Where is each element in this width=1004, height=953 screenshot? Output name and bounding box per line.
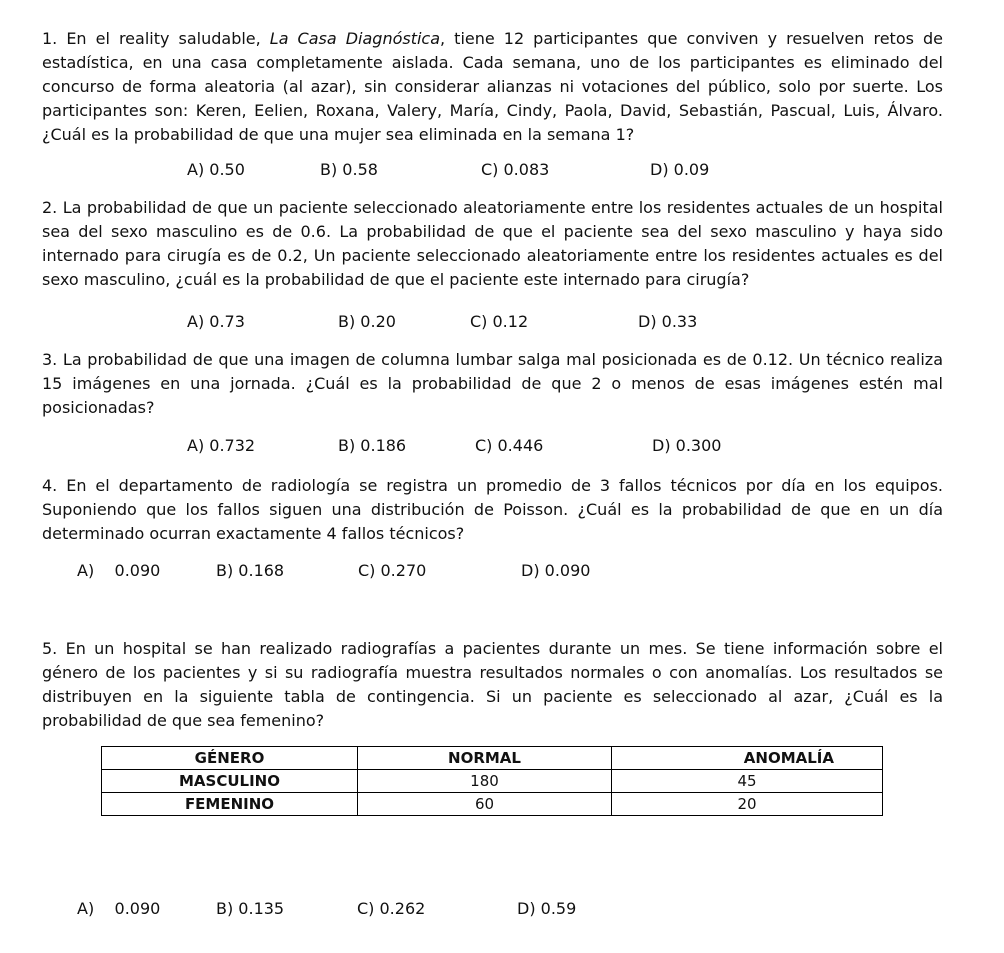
header-normal: NORMAL — [358, 747, 612, 770]
question-3 — [42, 348, 943, 420]
header-genero: GÉNERO — [102, 747, 358, 770]
option-c: C) 0.083 — [481, 160, 550, 179]
table-row — [102, 793, 883, 816]
question-4-text: 4. En el departamento de radiología se registra un promedio de 3 fallos técnicos por día en los equipos. Suponiendo que los fallos siguen una distribución de Poisson. ¿Cuál es la probabilidad de que en un día determinado ocurran exactamente 4 fallos técnicos? — [42, 476, 943, 543]
option-b: B) 0.20 — [338, 312, 396, 331]
question-1-options — [0, 158, 1004, 182]
cell-genero: FEMENINO — [102, 793, 358, 816]
option-d: D) 0.090 — [521, 561, 591, 580]
option-c: C) 0.262 — [357, 899, 426, 918]
question-3-options — [0, 434, 1004, 458]
option-a: A) 0.090 — [77, 899, 161, 918]
cell-normal: 60 — [358, 793, 612, 816]
option-b: B) 0.135 — [216, 899, 285, 918]
question-2-options — [0, 310, 1004, 334]
question-2-text: 2. La probabilidad de que un paciente seleccionado aleatoriamente entre los residentes actuales de un hospital sea del sexo masculino es de 0.6. La probabilidad de que el paciente sea del sexo masculino y haya sido internado para cirugía es de 0.2, Un paciente seleccionado aleatoriamente entre los residentes actuales es del sexo masculino, ¿cuál es la probabilidad de que el paciente este internado para cirugía? — [42, 198, 943, 289]
question-4-options — [0, 559, 1004, 583]
option-d: D) 0.33 — [638, 312, 698, 331]
question-1-text: 1. En el reality saludable, La Casa Diagnóstica, tiene 12 participantes que conviven y resuelven retos de estadística, en una casa completamente aislada. Cada semana, uno de los participantes es eliminado del concurso de forma aleatoria (al azar), sin considerar alianzas ni votaciones del público, solo por suerte. Los participantes son: Keren, Eelien, Roxana, Valery, María, Cindy, Paola, David, Sebastián, Pascual, Luis, Álvaro. ¿Cuál es la probabilidad de que una mujer sea eliminada en la semana 1? — [42, 29, 943, 144]
question-3-text: 3. La probabilidad de que una imagen de columna lumbar salga mal posicionada es de 0.12. Un técnico realiza 15 imágenes en una jornada. ¿Cuál es la probabilidad de que 2 o menos de esas imágenes estén mal posicionadas? — [42, 350, 943, 417]
question-1 — [42, 27, 943, 147]
option-a: A) 0.090 — [77, 561, 161, 580]
question-2 — [42, 196, 943, 292]
table-header-row — [102, 747, 883, 770]
option-a: A) 0.73 — [187, 312, 245, 331]
table-row — [102, 770, 883, 793]
question-5-text: 5. En un hospital se han realizado radiografías a pacientes durante un mes. Se tiene información sobre el género de los pacientes y si su radiografía muestra resultados normales o con anomalías. Los resultados se distribuyen en la siguiente tabla de contingencia. Si un paciente es seleccionado al azar, ¿Cuál es la probabilidad de que sea femenino? — [42, 639, 943, 730]
cell-genero: MASCULINO — [102, 770, 358, 793]
option-d: D) 0.09 — [650, 160, 710, 179]
option-b: B) 0.186 — [338, 436, 407, 455]
contingency-table — [101, 746, 883, 816]
option-b: B) 0.168 — [216, 561, 285, 580]
option-c: C) 0.270 — [358, 561, 427, 580]
cell-anomalia: 20 — [612, 793, 883, 816]
option-c: C) 0.12 — [470, 312, 529, 331]
question-5 — [42, 637, 943, 733]
show-title: La Casa Diagnóstica — [269, 29, 441, 48]
question-5-options — [0, 897, 1004, 921]
header-anomalia: ANOMALÍA — [612, 747, 883, 770]
question-4 — [42, 474, 943, 546]
option-a: A) 0.732 — [187, 436, 256, 455]
option-d: D) 0.300 — [652, 436, 722, 455]
option-a: A) 0.50 — [187, 160, 245, 179]
option-b: B) 0.58 — [320, 160, 378, 179]
option-c: C) 0.446 — [475, 436, 544, 455]
cell-normal: 180 — [358, 770, 612, 793]
option-d: D) 0.59 — [517, 899, 577, 918]
cell-anomalia: 45 — [612, 770, 883, 793]
